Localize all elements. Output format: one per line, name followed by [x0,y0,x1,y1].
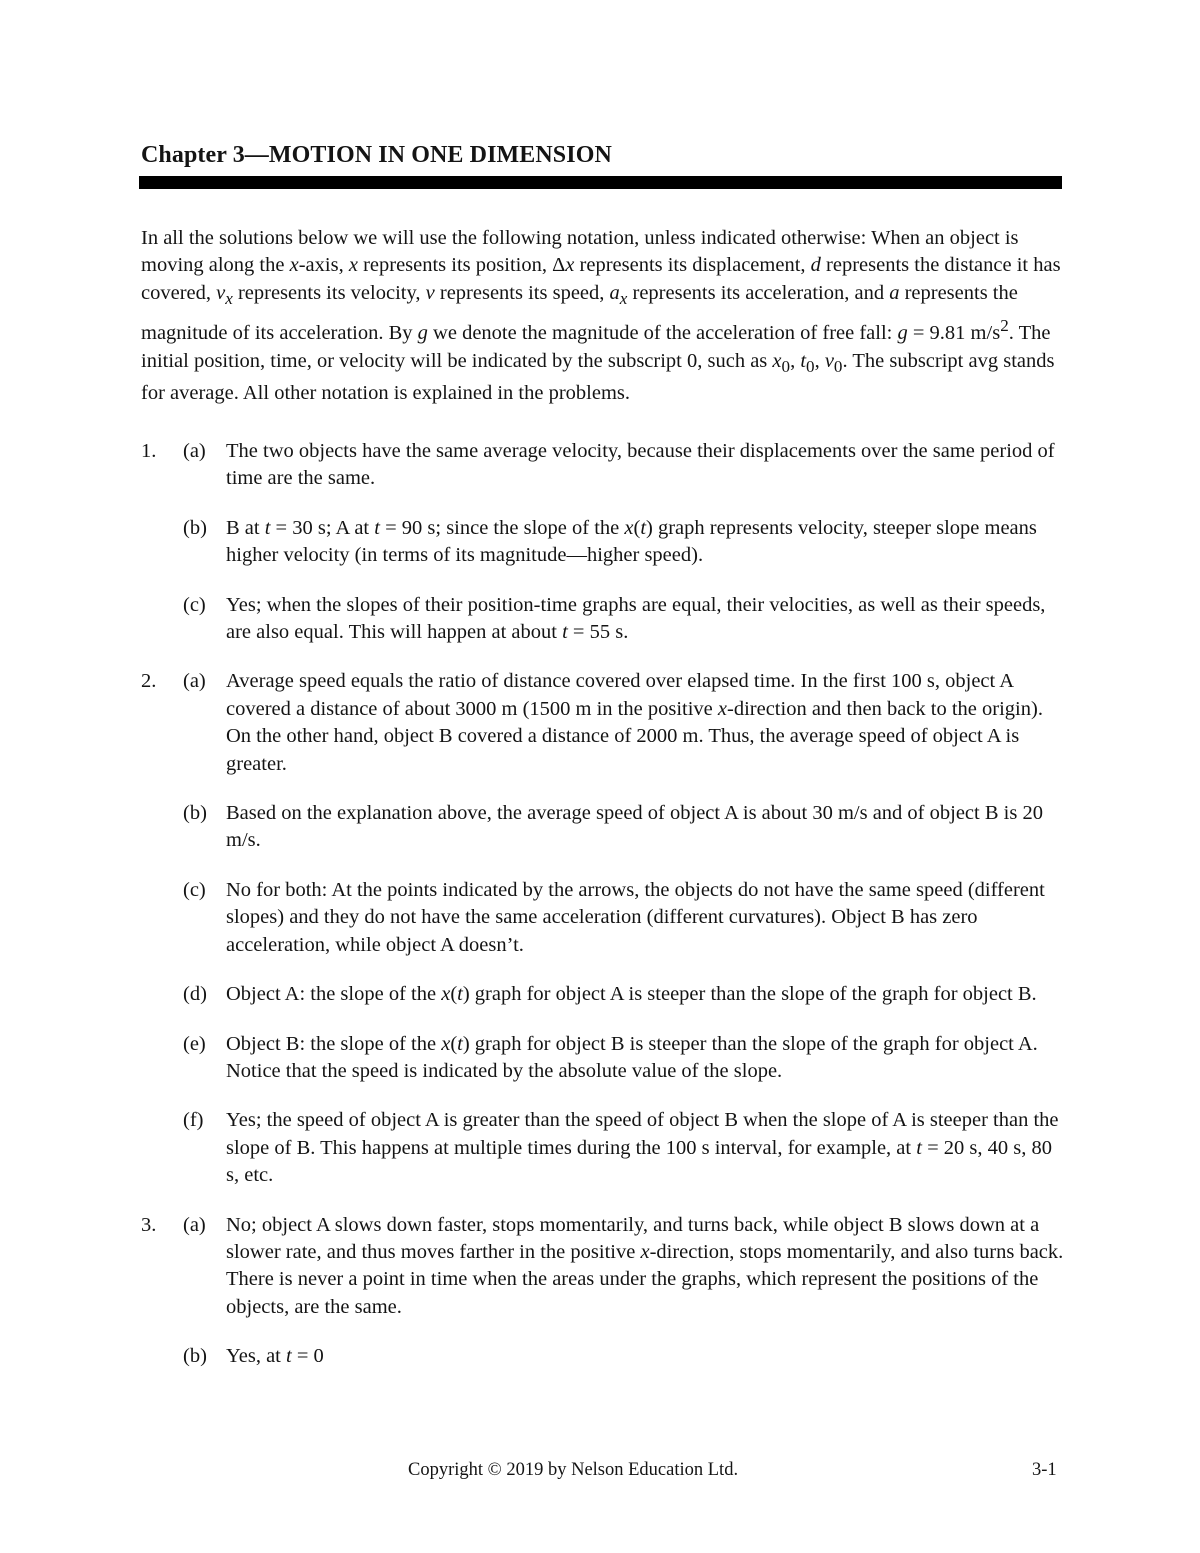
intro-text: In all the solutions below we will use the following notation, unless indicated otherwise: When an object is moving along the x-axis, x represents its position, Δx represents its displacement, d represents the distance it has covered, $v_x$ represents its velocity, v represents its speed, $a_x$ represents its acceleration, and a represents the magnitude of its acceleration. By g we denote the magnitude of the acceleration of free fall: g = 9.81 $m/s^2$. The initial position, time, or velocity will be indicated by the subscript 0, such as $x_0$, $t_0$, $v_0$. The subscript avg stands for average. All other notation is explained in the problems. [141,227,1061,405]
part-text: Average speed equals the ratio of distance covered over elapsed time. In the first 100 s, object A covered a distance of about 3000 m (1500 m in the positive x-direction and then back to the origin). On the other hand, object B covered a distance of 2000 m. Thus, the average speed of object A is greater. [226,670,1043,775]
part-label: (d) [183,983,207,1006]
part-label: (c) [183,878,206,901]
part-label: (b) [183,516,207,539]
intro-paragraph [141,225,1066,407]
part-text: Based on the explanation above, the average speed of object A is about 30 m/s and of object B is 20 m/s. [226,802,1043,852]
problem-number: 3. [141,1213,157,1236]
part-label: (b) [183,802,207,825]
part-label: (f) [183,1109,204,1132]
problem-part [141,592,1066,647]
part-text: Yes; when the slopes of their position-time graphs are equal, their velocities, as well as their speeds, are also equal. This will happen at about t = 55 s. [226,593,1046,644]
problem-part [141,800,1066,855]
part-text: Yes; the speed of object A is greater than the speed of object B when the slope of A is steeper than the slope of B. This happens at multiple times during the 100 s interval, for example, at t = 20 s, 40 s, 80 s, etc. [226,1109,1059,1187]
problem-part [141,1343,1066,1370]
copyright-text: Copyright © 2019 by Nelson Education Ltd. [408,1460,739,1480]
page-number: 3-1 [1032,1460,1057,1480]
problem-list [141,438,1066,1393]
title-rule [139,176,1062,189]
problem-part [141,438,1066,493]
problem-number: 1. [141,440,157,462]
problem-number: 2. [141,670,157,693]
part-label: (a) [183,1213,206,1236]
problem-part [141,1107,1066,1189]
problem-item [141,668,1066,1189]
part-text: No; object A slows down faster, stops momentarily, and turns back, while object B slows down at a slower rate, and thus moves farther in the positive x-direction, stops momentarily, and also turns back. There is never a point in time when the areas under the graphs, which represent the positions of the objects, are the same. [226,1213,1064,1318]
problem-item [141,1212,1066,1371]
part-text: B at t = 30 s; A at t = 90 s; since the slope of the x(t) graph represents velocity, steeper slope means higher velocity (in terms of its magnitude—higher speed). [226,516,1037,567]
problem-part [141,877,1066,959]
problem-part [141,1031,1066,1086]
problem-item [141,438,1066,646]
part-label: (a) [183,440,206,462]
part-text: Yes, at t = 0 [226,1345,324,1368]
part-label: (a) [183,670,206,693]
problem-part [141,668,1066,778]
problem-part [141,981,1066,1008]
part-text: Object B: the slope of the x(t) graph for object B is steeper than the slope of the graph for object A. Notice that the speed is indicated by the absolute value of the slope. [226,1032,1038,1082]
part-text: Object A: the slope of the x(t) graph for object A is steeper than the slope of the graph for object B. [226,983,1037,1006]
part-label: (e) [183,1032,206,1055]
problem-part [141,1212,1066,1322]
problem-part [141,515,1066,570]
chapter-title: Chapter 3—MOTION IN ONE DIMENSION [141,142,612,168]
part-label: (c) [183,593,206,616]
part-text: No for both: At the points indicated by the arrows, the objects do not have the same speed (different slopes) and they do not have the same acceleration (different curvatures). Object B has zero acceleration, while object A doesn’t. [226,878,1045,956]
part-text: The two objects have the same average velocity, because their displacements over the same period of time are the same. [226,440,1055,490]
part-label: (b) [183,1345,207,1368]
